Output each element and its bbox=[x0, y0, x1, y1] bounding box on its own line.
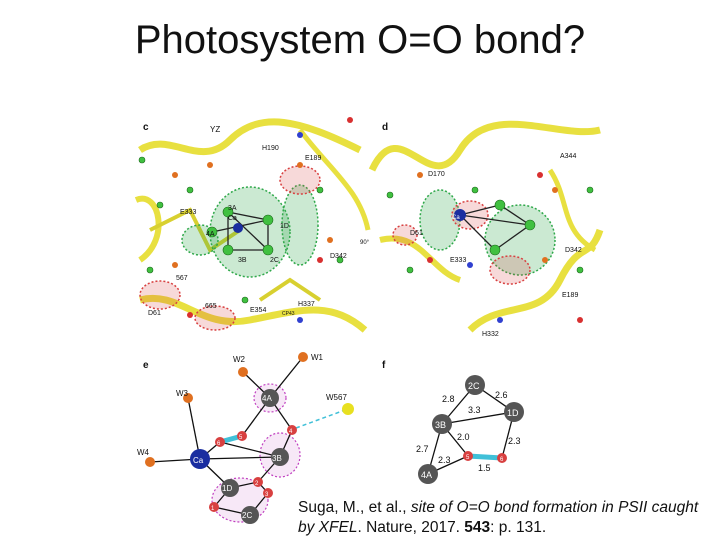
svg-text:D342: D342 bbox=[330, 253, 347, 260]
citation-title: site of O=O bond formation in PSII caught by XFEL bbox=[298, 499, 699, 536]
slide-title: Photosystem O=O bond? bbox=[134, 18, 586, 62]
svg-text:W3: W3 bbox=[176, 389, 188, 398]
svg-text:D170: D170 bbox=[428, 171, 445, 178]
svg-text:3B: 3B bbox=[435, 420, 447, 430]
svg-text:e: e bbox=[143, 360, 149, 371]
svg-text:1D: 1D bbox=[280, 223, 289, 230]
svg-text:1: 1 bbox=[211, 506, 215, 512]
svg-text:E189: E189 bbox=[562, 292, 579, 299]
svg-text:5: 5 bbox=[466, 455, 470, 461]
svg-text:2.8: 2.8 bbox=[442, 394, 455, 404]
svg-text:665: 665 bbox=[205, 303, 217, 310]
svg-text:E333: E333 bbox=[180, 209, 197, 216]
svg-text:E189: E189 bbox=[305, 155, 322, 162]
svg-text:567: 567 bbox=[176, 275, 188, 282]
svg-text:3B: 3B bbox=[238, 257, 247, 264]
panel-c bbox=[135, 112, 370, 347]
svg-text:Ca: Ca bbox=[452, 215, 460, 221]
svg-text:D342: D342 bbox=[565, 247, 582, 254]
svg-text:c: c bbox=[143, 122, 149, 133]
svg-text:3B: 3B bbox=[272, 454, 282, 463]
citation-volume: 543 bbox=[464, 519, 491, 536]
citation-journal: . Nature, 2017. bbox=[357, 519, 465, 536]
svg-text:2.3: 2.3 bbox=[508, 436, 521, 446]
svg-text:W4: W4 bbox=[137, 448, 149, 457]
svg-text:1D: 1D bbox=[222, 484, 233, 493]
svg-text:W567: W567 bbox=[326, 393, 347, 402]
svg-text:CP43: CP43 bbox=[282, 311, 295, 317]
svg-text:3: 3 bbox=[265, 492, 269, 498]
svg-text:W1: W1 bbox=[311, 353, 323, 362]
svg-text:3A: 3A bbox=[228, 205, 237, 212]
panel-d bbox=[360, 112, 602, 347]
svg-text:f: f bbox=[382, 360, 386, 371]
citation bbox=[298, 498, 718, 538]
svg-text:4A: 4A bbox=[262, 394, 272, 403]
svg-text:E354: E354 bbox=[250, 307, 267, 314]
svg-text:5: 5 bbox=[239, 435, 243, 441]
svg-text:1D: 1D bbox=[507, 408, 519, 418]
svg-text:4A: 4A bbox=[421, 470, 433, 480]
svg-text:E333: E333 bbox=[450, 257, 467, 264]
svg-text:2C: 2C bbox=[242, 511, 253, 520]
svg-text:D61: D61 bbox=[148, 310, 161, 317]
svg-text:2.7: 2.7 bbox=[416, 444, 429, 454]
svg-text:90°: 90° bbox=[360, 240, 370, 246]
svg-text:3.3: 3.3 bbox=[468, 405, 481, 415]
svg-text:YZ: YZ bbox=[210, 125, 221, 134]
svg-text:D61: D61 bbox=[410, 230, 423, 237]
svg-text:A344: A344 bbox=[560, 153, 577, 160]
svg-text:H337: H337 bbox=[298, 301, 315, 308]
svg-text:2C: 2C bbox=[468, 381, 480, 391]
svg-text:2.6: 2.6 bbox=[495, 390, 508, 400]
svg-text:2: 2 bbox=[255, 481, 259, 487]
citation-authors: Suga, M., et al., bbox=[298, 499, 411, 516]
svg-text:H332: H332 bbox=[482, 331, 499, 338]
svg-text:1.5: 1.5 bbox=[478, 463, 491, 473]
svg-text:4: 4 bbox=[289, 429, 293, 435]
svg-text:6: 6 bbox=[500, 457, 504, 463]
svg-text:2.0: 2.0 bbox=[457, 432, 470, 442]
citation-pages: : p. 131. bbox=[490, 519, 547, 536]
svg-text:2.3: 2.3 bbox=[438, 455, 451, 465]
svg-text:d: d bbox=[382, 122, 389, 133]
svg-text:Ca: Ca bbox=[228, 215, 237, 222]
svg-text:4A: 4A bbox=[206, 231, 215, 238]
svg-text:Ca: Ca bbox=[193, 456, 204, 465]
svg-text:H190: H190 bbox=[262, 145, 279, 152]
svg-text:2C: 2C bbox=[270, 257, 279, 264]
svg-text:6: 6 bbox=[217, 441, 221, 447]
panel-f bbox=[372, 350, 602, 490]
svg-text:W2: W2 bbox=[233, 355, 245, 364]
